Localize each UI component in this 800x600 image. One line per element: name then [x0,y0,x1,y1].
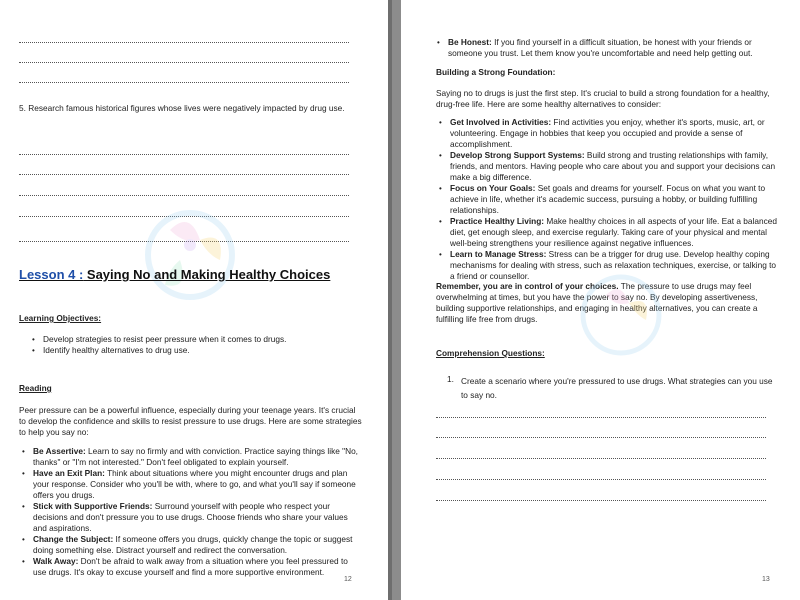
bullet-icon: • [439,250,442,259]
question-1: Create a scenario where you're pressured to use drugs. What strategies can you use to say no. [461,376,773,400]
answer-line[interactable] [436,437,766,438]
list-item: • Have an Exit Plan: Think about situations where you might encounter drugs and plan your response. Consider who you'll be with, where to go, and what you'll say if someone offers you drugs. [22,468,356,500]
list-item: • Develop strategies to resist peer pressure when it comes to drugs. [32,334,287,344]
list-item: • Stick with Supportive Friends: Surround yourself with people who respect your decisions and don't pressure you to use drugs. Choose friends who share your values and aspirations. [22,501,348,533]
list-item: • Identify healthy alternatives to drug use. [32,345,190,355]
answer-line[interactable] [19,42,349,43]
watermark-logo [561,265,681,365]
bullet-icon: • [22,535,25,544]
bullet-icon: • [32,346,35,355]
lesson-title [19,267,330,282]
list-item: • Be Honest: If you find yourself in a difficult situation, be honest with your friends or someone you trust. Let them know you're uncomfortable and need help getting out. [437,37,753,58]
list-item: • Change the Subject: If someone offers you drugs, quickly change the topic or suggest doing something else. Distract yourself and redirect the conversation. [22,534,353,555]
answer-line[interactable] [19,195,349,196]
question-1-number: 1. [447,374,454,384]
bullet-icon: • [439,118,442,127]
bullet-icon: • [22,469,25,478]
list-item: • Develop Strong Support Systems: Build strong and trusting relationships with family, friends, and mentors. Having people who care about you and support your decisions can make a big difference. [439,150,776,182]
alternatives-list [436,117,778,282]
page-gutter [388,0,401,600]
bullet-icon: • [22,447,25,456]
bullet-icon: • [22,557,25,566]
comprehension-heading: Comprehension Questions: [436,348,545,358]
answer-line[interactable] [19,174,349,175]
list-item: • Be Assertive: Learn to say no firmly and with conviction. Practice saying things like "No, thanks" or "I'm not interested." Don't feel obligated to explain yourself. [22,446,358,467]
lesson-title-text: Saying No and Making Healthy Choices [83,267,331,282]
bullet-icon: • [437,38,440,47]
strategies-list [19,446,361,578]
list-item: • Learn to Manage Stress: Stress can be a trigger for drug use. Develop healthy coping mechanisms for dealing with stress, such as relaxation techniques, exercise, or talking to a friend or counsellor. [439,249,777,281]
bullet-icon: • [439,184,442,193]
answer-line[interactable] [19,82,349,83]
lesson-number: Lesson 4 : [19,267,84,282]
list-item: • Walk Away: Don't be afraid to walk away from a situation where you feel pressured to use drugs. It's okay to excuse yourself and find a more supportive environment. [22,556,348,577]
bullet-icon: • [32,335,35,344]
question-5: 5. Research famous historical figures whose lives were negatively impacted by drug use. [19,103,345,113]
foundation-intro: Saying no to drugs is just the first step. It's crucial to build a strong foundation for a healthy, drug-free life. Here are some healthy alternatives to consider: [436,88,770,109]
reading-intro: Peer pressure can be a powerful influence, especially during your teenage years. It's crucial to develop the confidence and skills to resist pressure to use drugs. Here are some strategies to help you say no: [19,405,362,437]
answer-line[interactable] [19,154,349,155]
page-number: 12 [344,576,352,583]
answer-line[interactable] [436,479,766,480]
list-item: • Focus on Your Goals: Set goals and dreams for yourself. Focus on what you want to achieve in life, whether it's academic success, pursuing a hobby, or building fulfilling relationships. [439,183,766,215]
bullet-icon: • [439,151,442,160]
remember-paragraph: Remember, you are in control of your choices. The pressure to use drugs may feel overwhelming at times, but you have the power to say no. By developing assertiveness, building supportive relationships, and engaging in healthy alternatives, you can create a fulfilling life free from drugs. [436,281,758,324]
page-number: 13 [762,576,770,583]
foundation-heading: Building a Strong Foundation: [436,67,556,77]
list-item: • Get Involved in Activities: Find activities you enjoy, whether it's sports, music, art, or volunteering. Engage in hobbies that keep you occupied and provide a sense of accomplishment. [439,117,765,149]
left-page [0,0,388,600]
bullet-icon: • [22,502,25,511]
right-page [401,0,800,600]
reading-heading: Reading [19,383,52,393]
list-item: • Practice Healthy Living: Make healthy choices in all aspects of your life. Eat a balanced diet, get enough sleep, and exercise regularly. Taking care of your physical and mental well-being strengthens your resilience against negative influences. [439,216,777,248]
answer-line[interactable] [436,458,766,459]
objectives-list [29,334,359,356]
objectives-heading: Learning Objectives: [19,313,102,323]
bullet-icon: • [439,217,442,226]
watermark-logo [130,200,260,310]
strategies-list-continued [434,37,786,59]
answer-line[interactable] [436,500,766,501]
answer-line[interactable] [19,62,349,63]
answer-line[interactable] [436,417,766,418]
